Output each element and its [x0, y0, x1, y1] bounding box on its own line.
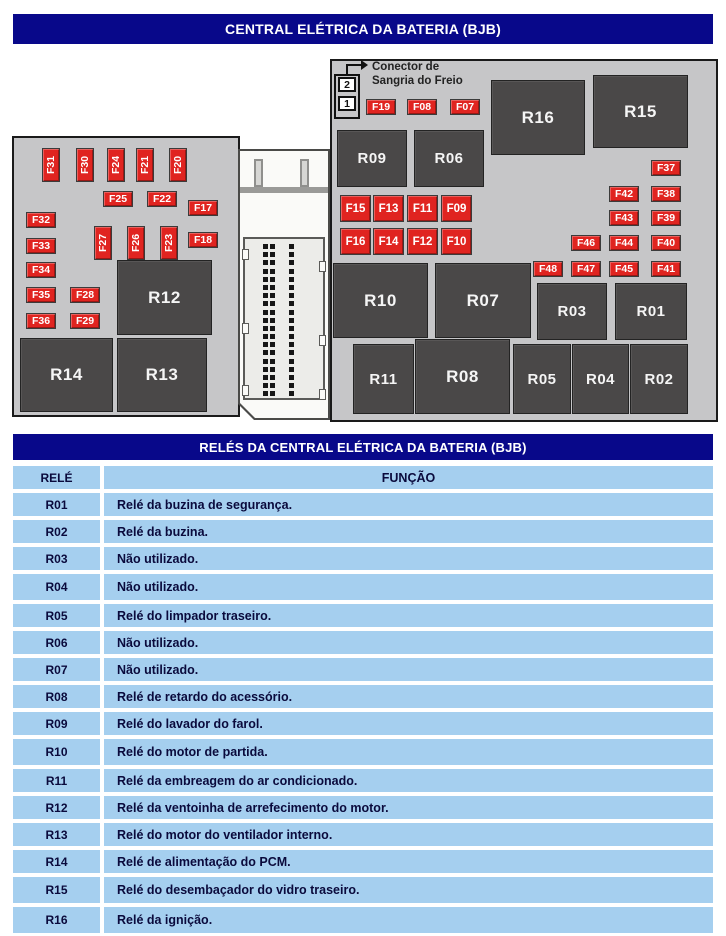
table-row [13, 769, 713, 792]
pin-row [245, 317, 323, 325]
relay-R02: R02 [630, 344, 688, 414]
relay-R08: R08 [415, 339, 510, 414]
fuse-F47: F47 [571, 261, 601, 277]
pin-row [245, 243, 323, 251]
funcao-cell: Relé de alimentação do PCM. [104, 850, 713, 873]
legend-pin-1: 1 [338, 96, 356, 111]
legend-arrow-head [361, 60, 368, 70]
relay-R12: R12 [117, 260, 212, 335]
fuse-F40: F40 [651, 235, 681, 251]
fuse-F27: F27 [94, 226, 112, 260]
rele-cell: R13 [13, 823, 100, 846]
rele-cell: R12 [13, 796, 100, 819]
funcao-cell: Relé da ignição. [104, 907, 713, 933]
page-title [13, 14, 713, 44]
relay-R05: R05 [513, 344, 571, 414]
fuse-F13: F13 [373, 195, 404, 222]
rele-cell: R09 [13, 712, 100, 735]
table-row [13, 547, 713, 570]
fuse-F24: F24 [107, 148, 125, 182]
funcao-cell: Relé da embreagem do ar condicionado. [104, 769, 713, 792]
pin-row [245, 341, 323, 349]
fuse-F37: F37 [651, 160, 681, 176]
fuse-F07: F07 [450, 99, 480, 115]
relay-R06: R06 [414, 130, 484, 187]
fuse-F18: F18 [188, 232, 218, 248]
fuse-F43: F43 [609, 210, 639, 226]
legend-pin-2: 2 [338, 77, 356, 92]
funcao-cell: Relé da buzina de segurança. [104, 493, 713, 516]
table-row [13, 685, 713, 708]
table-row [13, 823, 713, 846]
fuse-F17: F17 [188, 200, 218, 216]
fuse-F29: F29 [70, 313, 100, 329]
fuse-F09: F09 [441, 195, 472, 222]
table-title-text: RELÉS DA CENTRAL ELÉTRICA DA BATERIA (BJB) [199, 439, 527, 455]
fuse-F30: F30 [76, 148, 94, 182]
fuse-F12: F12 [407, 228, 438, 255]
pin-row [245, 333, 323, 341]
funcao-cell: Não utilizado. [104, 547, 713, 570]
col-header-rele: RELÉ [13, 466, 100, 489]
legend-arrow [346, 64, 361, 66]
table-row [13, 739, 713, 765]
rele-cell: R10 [13, 739, 100, 765]
rele-cell: R14 [13, 850, 100, 873]
legend-label-line2: Sangria do Freio [372, 75, 463, 87]
rele-cell: R02 [13, 520, 100, 543]
fuse-F08: F08 [407, 99, 437, 115]
table-row [13, 796, 713, 819]
fuse-F10: F10 [441, 228, 472, 255]
table-row [13, 520, 713, 543]
fuse-F45: F45 [609, 261, 639, 277]
funcao-cell: Não utilizado. [104, 574, 713, 600]
fuse-F16: F16 [340, 228, 371, 255]
table-title [13, 434, 713, 460]
pin-row [245, 358, 323, 366]
funcao-cell: Relé do limpador traseiro. [104, 604, 713, 627]
fuse-F28: F28 [70, 287, 100, 303]
page-title-text: CENTRAL ELÉTRICA DA BATERIA (BJB) [225, 21, 501, 37]
fuse-F32: F32 [26, 212, 56, 228]
fuse-F35: F35 [26, 287, 56, 303]
funcao-cell: Relé do motor de partida. [104, 739, 713, 765]
pin-row [245, 382, 323, 390]
table-body [13, 493, 713, 933]
table-row [13, 712, 713, 735]
pin-row [245, 259, 323, 267]
fuse-F38: F38 [651, 186, 681, 202]
pin-row [245, 325, 323, 333]
legend-label-line1: Conector de [372, 61, 440, 73]
table-row [13, 907, 713, 933]
fuse-F21: F21 [136, 148, 154, 182]
pin-row [245, 251, 323, 259]
col-header-funcao: FUNÇÃO [104, 466, 713, 489]
connector-pin-field [243, 237, 325, 400]
fuse-F46: F46 [571, 235, 601, 251]
relay-R14: R14 [20, 338, 113, 412]
relay-R07: R07 [435, 263, 531, 338]
pin-row [245, 268, 323, 276]
table-row [13, 574, 713, 600]
connector-bar [240, 187, 328, 193]
fuse-F48: F48 [533, 261, 563, 277]
funcao-cell: Relé do lavador do farol. [104, 712, 713, 735]
pin-row [245, 349, 323, 357]
rele-cell: R05 [13, 604, 100, 627]
fuse-F34: F34 [26, 262, 56, 278]
pin-row [245, 309, 323, 317]
rele-cell: R15 [13, 877, 100, 903]
fuse-F39: F39 [651, 210, 681, 226]
relay-function-table [13, 466, 713, 936]
fuse-F14: F14 [373, 228, 404, 255]
relay-R01: R01 [615, 283, 687, 340]
relay-R04: R04 [572, 344, 629, 414]
fuse-F44: F44 [609, 235, 639, 251]
relay-R09: R09 [337, 130, 407, 187]
pin-row [245, 390, 323, 398]
fuse-F42: F42 [609, 186, 639, 202]
pin-row [245, 284, 323, 292]
relay-R15: R15 [593, 75, 688, 148]
funcao-cell: Não utilizado. [104, 658, 713, 681]
pin-row [245, 366, 323, 374]
pin-row [245, 276, 323, 284]
relay-R10: R10 [333, 263, 428, 338]
relay-R03: R03 [537, 283, 607, 340]
fuse-F26: F26 [127, 226, 145, 260]
relay-R13: R13 [117, 338, 207, 412]
pin-row [245, 374, 323, 382]
fuse-F36: F36 [26, 313, 56, 329]
table-row [13, 877, 713, 903]
table-row [13, 658, 713, 681]
rele-cell: R04 [13, 574, 100, 600]
fuse-F19: F19 [366, 99, 396, 115]
pin-row [245, 300, 323, 308]
legend-label [372, 60, 463, 88]
funcao-cell: Relé do desembaçador do vidro traseiro. [104, 877, 713, 903]
table-row [13, 493, 713, 516]
rele-cell: R01 [13, 493, 100, 516]
fuse-F15: F15 [340, 195, 371, 222]
rele-cell: R16 [13, 907, 100, 933]
bleed-connector-legend [334, 74, 360, 119]
relay-R11: R11 [353, 344, 414, 414]
fuse-F31: F31 [42, 148, 60, 182]
relay-R16: R16 [491, 80, 585, 155]
rele-cell: R03 [13, 547, 100, 570]
fuse-F41: F41 [651, 261, 681, 277]
table-row [13, 850, 713, 873]
table-row [13, 631, 713, 654]
fuse-F25: F25 [103, 191, 133, 207]
funcao-cell: Não utilizado. [104, 631, 713, 654]
rele-cell: R11 [13, 769, 100, 792]
table-header-row [13, 466, 713, 489]
table-row [13, 604, 713, 627]
connector-prong [300, 159, 309, 187]
rele-cell: R07 [13, 658, 100, 681]
connector-prong [254, 159, 263, 187]
funcao-cell: Relé da buzina. [104, 520, 713, 543]
harness-connector [238, 149, 330, 420]
funcao-cell: Relé da ventoinha de arrefecimento do motor. [104, 796, 713, 819]
funcao-cell: Relé do motor do ventilador interno. [104, 823, 713, 846]
fuse-F11: F11 [407, 195, 438, 222]
rele-cell: R06 [13, 631, 100, 654]
pin-row [245, 292, 323, 300]
fuse-F23: F23 [160, 226, 178, 260]
fuse-F22: F22 [147, 191, 177, 207]
fuse-F20: F20 [169, 148, 187, 182]
funcao-cell: Relé de retardo do acessório. [104, 685, 713, 708]
fuse-F33: F33 [26, 238, 56, 254]
rele-cell: R08 [13, 685, 100, 708]
